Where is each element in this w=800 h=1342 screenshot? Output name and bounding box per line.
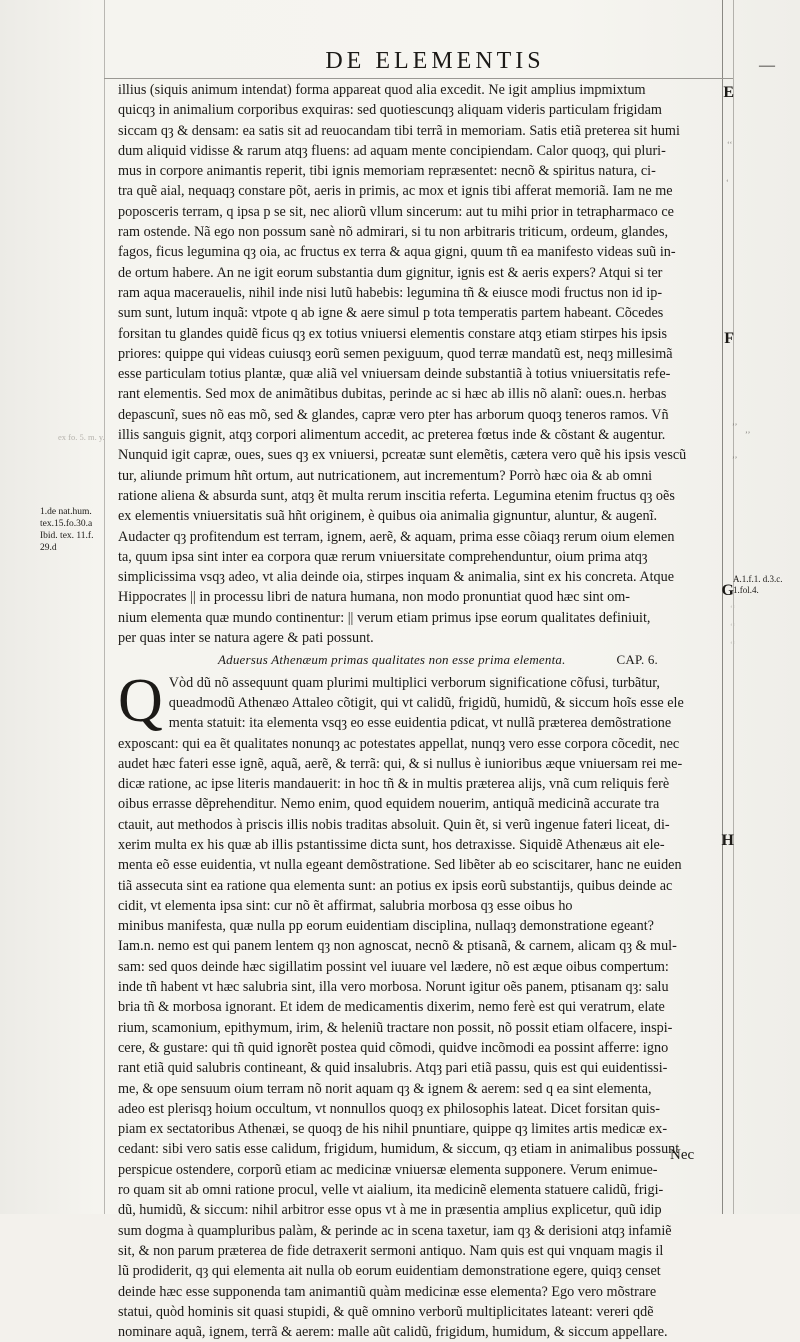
text-line: menta eõ esse euidentia, vt nulla egeant demõstratione. Sed libẽter ab eo sciscitarer, hanc ne euiden — [118, 857, 682, 874]
margin-tick: ʼʼ — [732, 422, 738, 431]
text-line: ctauit, aut methodos à priscis illis nobis traditas absoluit. Quin ẽt, si verũ ingenue fateri liceat, di- — [118, 816, 670, 833]
text-line: mus in corpore animantis reperit, tibi ignis memoriam repræsentet: necnõ & spiritus natura, ci- — [118, 163, 656, 180]
text-line: dum aliquid vidisse & rarum atqȝ fluens: ad aquam mente concipiendam. Calor quoqȝ, qui pluri- — [118, 142, 666, 159]
text-line: ta, quum ipsa sint inter ea corpora quæ rerum vniuersitate comprehenduntur, oium prima atqȝ — [118, 548, 648, 565]
margin-tick: ʻʻ — [730, 604, 736, 613]
chapter-number: CAP. 6. — [616, 652, 658, 668]
text-line: nium elementa quæ mundo continentur: || verum etiam primus ipse eorum qualitates definiuit, — [118, 609, 651, 626]
text-line: cere, & gustare: qui tñ quid ignorẽt postea quid cõmodi, quidve incõmodi ea possint afferre: igno — [118, 1039, 669, 1056]
right-note-line: 1.fol.4. — [733, 585, 759, 595]
text-line: Iam.n. nemo est qui panem lentem qȝ non agnoscat, necnõ & ptisanã, & carnem, alicam qȝ & mul- — [118, 938, 677, 955]
right-note-line: A.1.f.1. d.3.c. — [733, 574, 783, 584]
left-margin-rule — [104, 0, 105, 1214]
text-line: cidit, vt elementa ipsa sint: cur nõ ẽt affirmat, salubria morbosa qȝ esse oibus ho — [118, 897, 573, 914]
chapter-title: Aduersus Athenæum primas qualitates non esse prima elementa. — [218, 652, 566, 668]
text-line: priores: quippe qui videas cuiusqȝ eorũ semen pexiguum, quod terræ mandatũ est, neqȝ millesimã — [118, 345, 673, 362]
left-note-line: 1.de nat.hum. — [40, 507, 92, 517]
text-line: rant etiã quid salubris contineant, & quid insalubris. Atqȝ pari etiã passu, quis est qui euidentissi- — [118, 1060, 668, 1077]
text-line: simplicissima vsqȝ adeo, vt alia deinde oia, stirpes inquam & animalia, sint ex his concreta. Atque — [118, 569, 675, 586]
text-line: deinde hæc esse supponenda tam animantiũ quàm medicinæ esse elementa? Ego vero mõstrare — [118, 1283, 657, 1300]
text-line: siccam qȝ & densam: ea satis sit ad reuocandam tibi terrã in memoriam. Satis etiã preterea sit humi — [118, 122, 680, 139]
text-line: xerim multa ex his quæ ab illis pstantissime dicta sunt, hos detraxisse. Siquidẽ Athenæus ait ele- — [118, 836, 665, 853]
chapter-heading — [118, 650, 718, 670]
text-line: statui, quòd hominis sit quasi stupidi, & quẽ omnino verborũ multiplicitates lateant: vereri qdẽ — [118, 1303, 654, 1320]
margin-letter-h: H — [721, 832, 734, 849]
text-line: queadmodũ Athenæo Attaleo cõtigit, qui vt calidũ, frigidũ, humidũ, & siccum hoĩs esse ele — [168, 694, 684, 711]
text-line: sam: sed quos deinde hæc sigillatim possint vel iuuare vel lædere, nõ est æque oibus compertum: — [118, 958, 669, 975]
left-note-line: Ibid. tex. 11.f. — [40, 531, 94, 541]
text-line: me, & ope sensuum oium terram nõ norit aquam qȝ & ignem & aerem: sed q ea sint elementa, — [118, 1080, 652, 1097]
main-text — [118, 80, 718, 1342]
text-line: illis sanguis gignit, atqȝ corpori alimentum accedit, ac preterea fœtus inde & cõstant & augentur. — [118, 427, 666, 444]
right-margin-rule — [722, 0, 723, 1214]
text-line: sum dogma à quampluribus palàm, & perinde ac in scena taxetur, iam qȝ & derisioni atqȝ infamiẽ — [118, 1222, 672, 1239]
text-block-2 — [118, 666, 718, 1342]
text-line: poposceris terram, q ipsa p se sit, nec aliorũ vllum sincerum: aut tu mihi prior in tetrapharmaco ce — [118, 203, 674, 220]
text-line: illius (siquis animum intendat) forma appareat quod alia excedit. Ne igit amplius impmixtum — [118, 82, 646, 98]
header-dash-mark: — — [759, 57, 775, 74]
text-line: per quas inter se natura agere & pati possunt. — [118, 630, 374, 647]
text-line: depascunĩ, sues nõ eas mõ, sed & glandes, capræ vero pter has arborum quoqȝ teneros ramos. Vñ — [118, 406, 669, 423]
text-line: fagos, ficus legumina qȝ oia, ac fructus ex terra & aqua gigni, quum tñ ea manifesto videas suũ in- — [118, 244, 676, 261]
header-rule — [104, 78, 733, 79]
catchword: Nec — [670, 1147, 695, 1163]
text-line: ro quam sit ab omni ratione procul, velle vt aialium, ita medicinẽ elementa statuere calidũ, frigi- — [118, 1182, 664, 1199]
margin-tick: ʻʻ — [730, 640, 736, 649]
text-line: sit, & non parum præterea de fide detraxerit sermoni antiquo. Nam quis est qui vnquam magis il — [118, 1242, 664, 1259]
margin-tick: ʻ — [726, 178, 729, 187]
text-line: ratione aliena & absurda sunt, atqȝ ẽt multa rerum inscitia referta. Legumina etenim fructus qȝ oẽs — [118, 487, 675, 504]
text-line: dicæ ratione, ac ipse literis mandauerit: in hoc tñ & in multis præterea alijs, vnã cum reliquis ferè — [118, 776, 670, 793]
text-line: inde tñ habent vt hæc salubria sint, illa vero morbosa. Norunt igitur oẽs panem, ptisanam qȝ: salu — [118, 979, 669, 996]
text-line: adeo est plerisqȝ hoium occultum, vt nonnullos quoqȝ ex philosophis lateat. Dicet forsitan quis- — [118, 1100, 660, 1117]
text-line: oibus errasse dẽprehenditur. Nemo enim, quod equidem nouerim, antiquã medicinã accurate tra — [118, 796, 660, 813]
text-line: Hippocrates || in processu libri de natura humana, non modo pronuntiat quod hæc sint om- — [118, 589, 630, 606]
margin-tick: ʻʻ — [730, 622, 736, 631]
margin-tick: ʼʼ — [745, 430, 751, 439]
text-line: minibus manifesta, quæ nulla pp eorum euidentiam disciplina, nullaqȝ demonstratione egeant? — [118, 918, 654, 935]
left-note-line: 29.d — [40, 543, 57, 553]
text-line: dũ, humidũ, & siccum: nihil arbitror esse opus vt à me in præsentia amplius explicetur, quũ idip — [118, 1202, 662, 1219]
text-line: sum sunt, lutum inquã: vtpote q ab igne & aere simul p tota temperatis partem habeant. Cõcedes — [118, 305, 664, 322]
text-line: menta statuit: ita elementa vsqȝ eo esse euidentia pdicat, vt nullã præterea demõstratione — [168, 715, 672, 732]
text-line: forsitan tu glandes quidẽ ficus qȝ ex totius vniuersi elementis constare atqȝ etiam stirpes his ipsis — [118, 325, 668, 342]
text-line: ram ostende. Nã ego non possum sanè nõ admirari, si tu non arbitraris triticum, ordeum, glandes, — [118, 224, 669, 241]
text-line: exposcant: qui ea ẽt qualitates nonunqȝ ac potestates appellat, nunqȝ vero esse corpora cõcedit, nec — [118, 735, 680, 752]
page-header: DE ELEMENTIS — [325, 48, 545, 74]
text-line: piam ex sectatoribus Athenæi, se quoqȝ de his nihil pnuntiare, quippe qȝ limites artis medicæ ex- — [118, 1121, 668, 1138]
text-line: ram aqua macerauelis, nihil inde nisi lutũ habebis: legumina tñ & eiusce modi fructus non id ip- — [118, 284, 663, 301]
chapter-paragraph — [118, 666, 718, 1342]
left-note-line: tex.15.fo.30.a — [40, 519, 93, 529]
text-line: tiã assecuta sint ea ratione qua elementa sunt: an potius ex ipsis eorũ substantijs, quibus deinde ac — [118, 877, 673, 894]
text-line: perspicue ostendere, corporũ etiam ac medicinæ vniuersæ elementa supponere. Verum enimue- — [118, 1161, 658, 1178]
margin-letter-g: G — [721, 582, 734, 599]
text-line: Vòd dũ nõ assequunt quam plurimi multiplici verborum significatione cõfusi, turbãtur, — [168, 674, 660, 691]
margin-letter-f: F — [724, 330, 734, 347]
text-line: audet hæc fateri esse ignẽ, aquã, aerẽ, & terrã: qui, & si nullus è iunioribus æque vniuersam rei me- — [118, 755, 683, 772]
text-line: Nunquid igit capræ, oues, sues qȝ ex vniuersi, pcreatæ sunt elemẽtis, cætera vero quẽ his ipsis vescũ — [118, 447, 687, 464]
text-line: quicqȝ in animalium corporibus exquiras: sed quotiescunqȝ aliquam videris particulam frigidam — [118, 102, 662, 119]
text-line: de ortum habere. An ne igit eorum substantia dum gignitur, ignis est & aeris expers? Atqui si ter — [118, 264, 663, 281]
text-line: esse particulam totius plantæ, quæ aliã vel vniuersam deinde substantiã à totius vniuersitatis refe- — [118, 366, 671, 383]
drop-cap: Q — [118, 666, 163, 735]
text-line: nominare aquã, ignem, terrã & aerem: malle aũt calidũ, frigidum, humidum, & siccum appellare. — [118, 1324, 668, 1341]
left-margin-notes — [40, 506, 118, 554]
margin-letter-e: E — [723, 84, 734, 101]
text-line: rium, scamonium, epithymum, irim, & heleniũ tractare non possit, nõ possit etiam olfacere, inspi- — [118, 1019, 673, 1036]
text-line: cedant: sibi vero satis esse calidum, frigidum, humidum, & siccum, qȝ etiam in animalibus possunt — [118, 1141, 680, 1158]
margin-tick: ʼʼ — [732, 455, 738, 464]
text-line: ex elementis vniuersitatis suã hñt originem, è quibus oia animalia gignuntur, aluntur, & augenĩ. — [118, 508, 658, 525]
text-line: tra quẽ aial, nequaqȝ constare põt, aeris in primis, ac mox et ignis tibi afferat memoriã. Iam ne me — [118, 183, 673, 200]
text-line: lũ prodiderit, qȝ qui elementa ait nulla ob eorum euidentiam demonstratione egere, quiqȝ censet — [118, 1263, 661, 1280]
text-line: Audacter qȝ profitendum est terram, ignem, aerẽ, & aquam, prima esse cõiaqȝ rerum oium elemen — [118, 528, 675, 545]
margin-tick: ʻʻ — [727, 140, 733, 149]
faint-left-note: ex fo. 5. m. y. — [58, 432, 105, 442]
text-block-1 — [118, 80, 718, 648]
text-line: rant elementis. Sed mox de animãtibus dubitas, perinde ac si hæc ab illis nõ alanĩ: oues.n. herbas — [118, 386, 667, 403]
text-line: tur, aliunde primum hñt ortum, aut nutricationem, aut incrementum? Porrò hæc oia & ab omni — [118, 467, 653, 484]
right-margin-note — [733, 574, 799, 596]
text-line: bria tñ & morbosa ignorant. Et idem de medicamentis dixerim, nemo ferè est qui veratrum, elate — [118, 999, 665, 1016]
